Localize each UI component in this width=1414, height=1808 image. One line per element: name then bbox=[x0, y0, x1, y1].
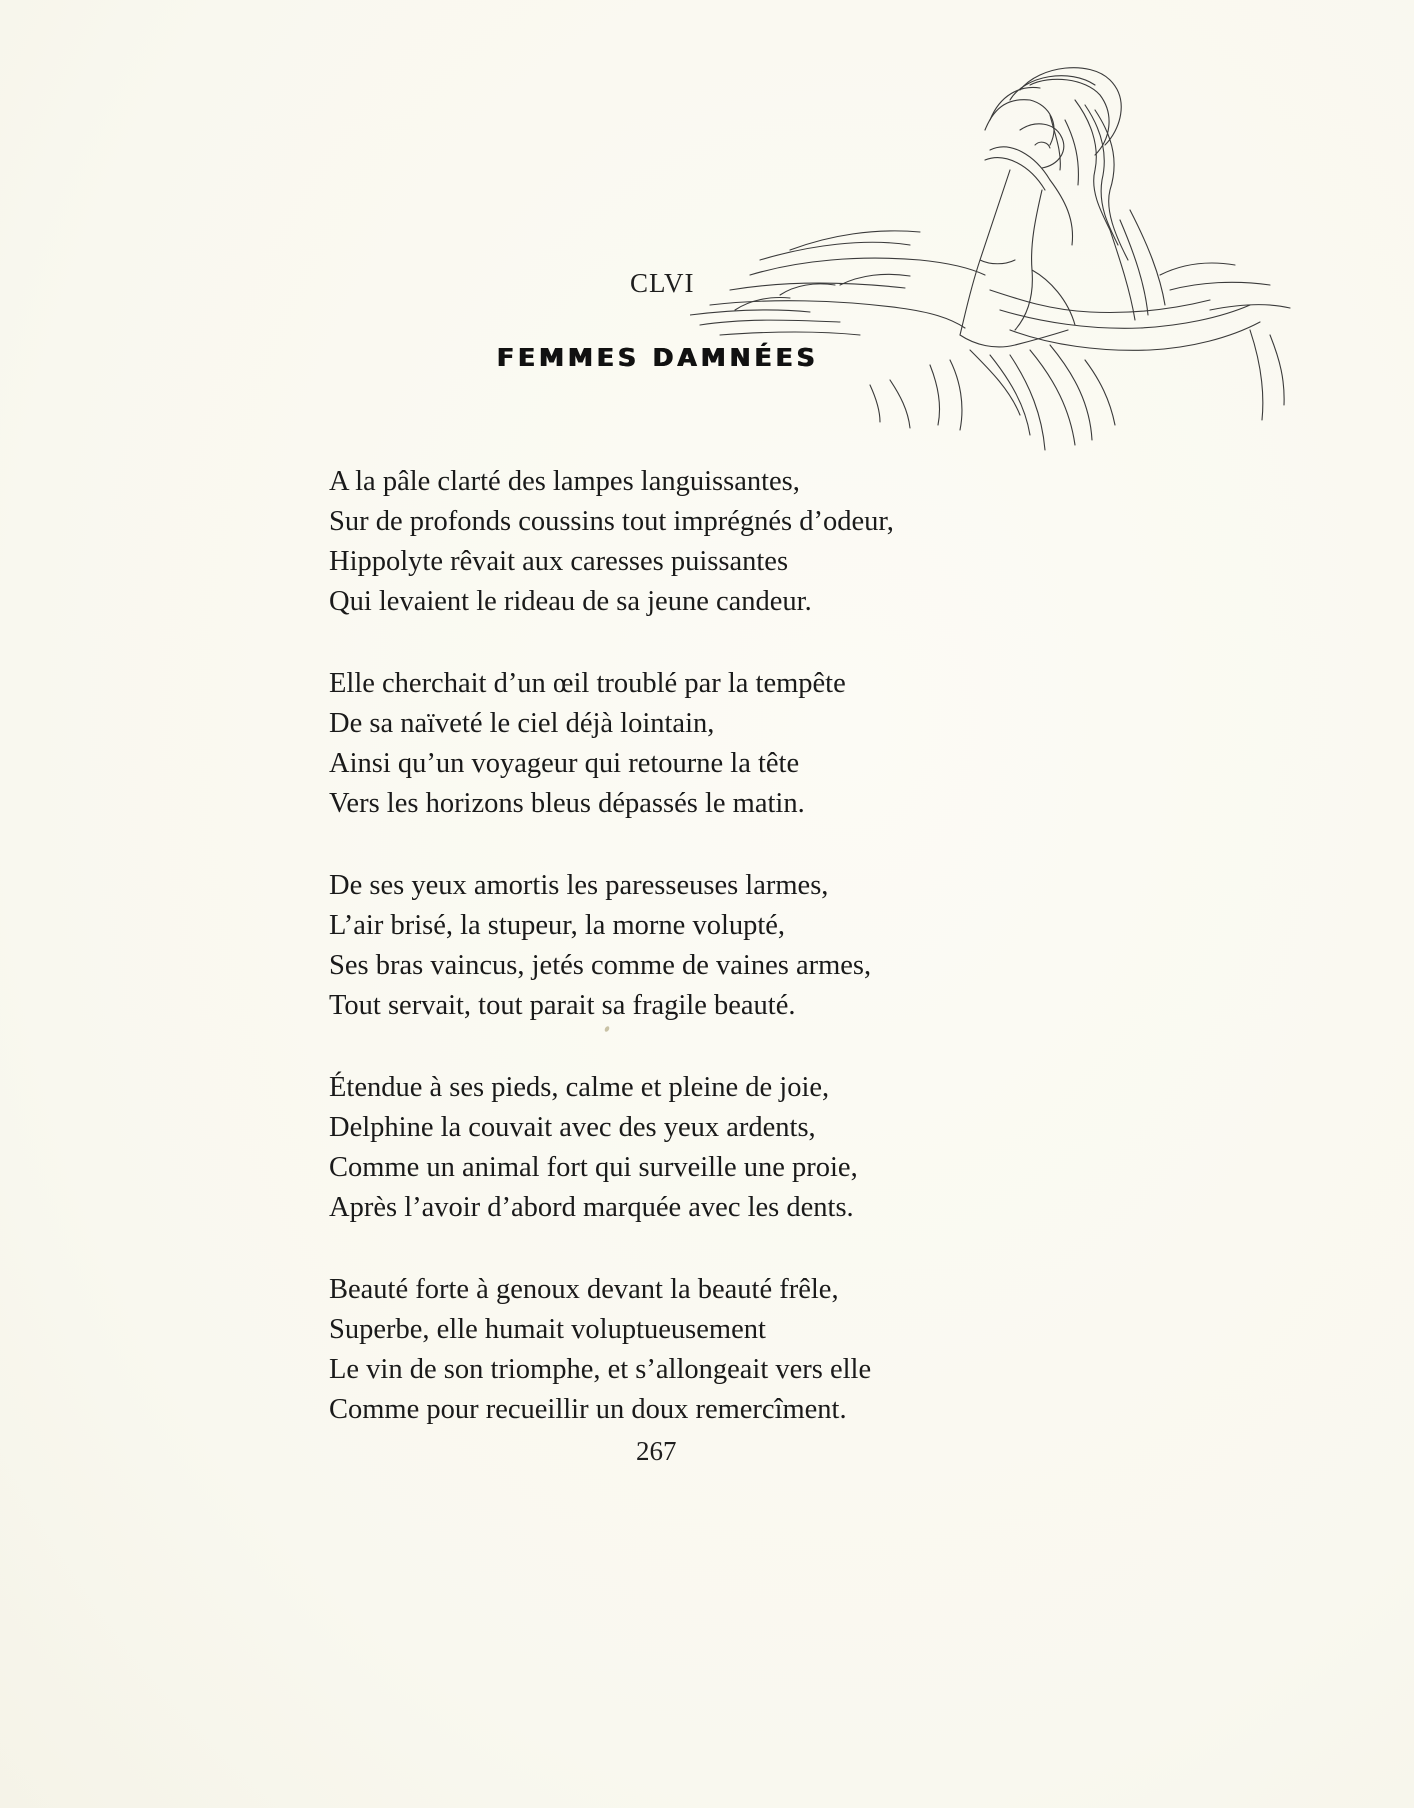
verse-line: Qui levaient le rideau de sa jeune candeur. bbox=[329, 586, 812, 617]
poem-title: FEMMES DAMNÉES bbox=[497, 343, 819, 372]
verse-line: Superbe, elle humait voluptueusement bbox=[329, 1314, 766, 1345]
stanza bbox=[329, 866, 1089, 1026]
stanza bbox=[329, 462, 1089, 622]
section-numeral: CLVI bbox=[630, 268, 695, 298]
verse-line: Elle cherchait d’un œil troublé par la tempête bbox=[329, 668, 846, 699]
reclining-women-sketch-icon bbox=[690, 60, 1300, 530]
verse-line: Delphine la couvait avec des yeux ardents, bbox=[329, 1112, 816, 1143]
verse-line: A la pâle clarté des lampes languissantes, bbox=[329, 466, 800, 497]
page-number: 267 bbox=[636, 1436, 677, 1466]
verse-line: Étendue à ses pieds, calme et pleine de joie, bbox=[329, 1072, 830, 1103]
verse-line: Sur de profonds coussins tout imprégnés d’odeur, bbox=[329, 506, 894, 537]
verse-line: Comme pour recueillir un doux remercîment. bbox=[329, 1394, 847, 1425]
verse-line: Le vin de son triomphe, et s’allongeait vers elle bbox=[329, 1354, 872, 1385]
poem-body bbox=[329, 462, 1089, 1472]
verse-line: Beauté forte à genoux devant la beauté frêle, bbox=[329, 1274, 839, 1305]
stanza bbox=[329, 1068, 1089, 1228]
verse-line: Ses bras vaincus, jetés comme de vaines armes, bbox=[329, 950, 872, 981]
verse-line: Tout servait, tout parait sa fragile beauté. bbox=[329, 990, 796, 1021]
verse-line: De sa naïveté le ciel déjà lointain, bbox=[329, 708, 715, 739]
verse-line: Hippolyte rêvait aux caresses puissantes bbox=[329, 546, 789, 577]
verse-line: Comme un animal fort qui surveille une proie, bbox=[329, 1152, 858, 1183]
stanza bbox=[329, 1270, 1089, 1430]
stanza bbox=[329, 664, 1089, 824]
verse-line: Ainsi qu’un voyageur qui retourne la tête bbox=[329, 748, 800, 779]
verse-line: Après l’avoir d’abord marquée avec les dents. bbox=[329, 1192, 854, 1223]
verse-line: Vers les horizons bleus dépassés le matin. bbox=[329, 788, 805, 819]
verse-line: De ses yeux amortis les paresseuses larmes, bbox=[329, 870, 829, 901]
verse-line: L’air brisé, la stupeur, la morne volupté, bbox=[329, 910, 786, 941]
